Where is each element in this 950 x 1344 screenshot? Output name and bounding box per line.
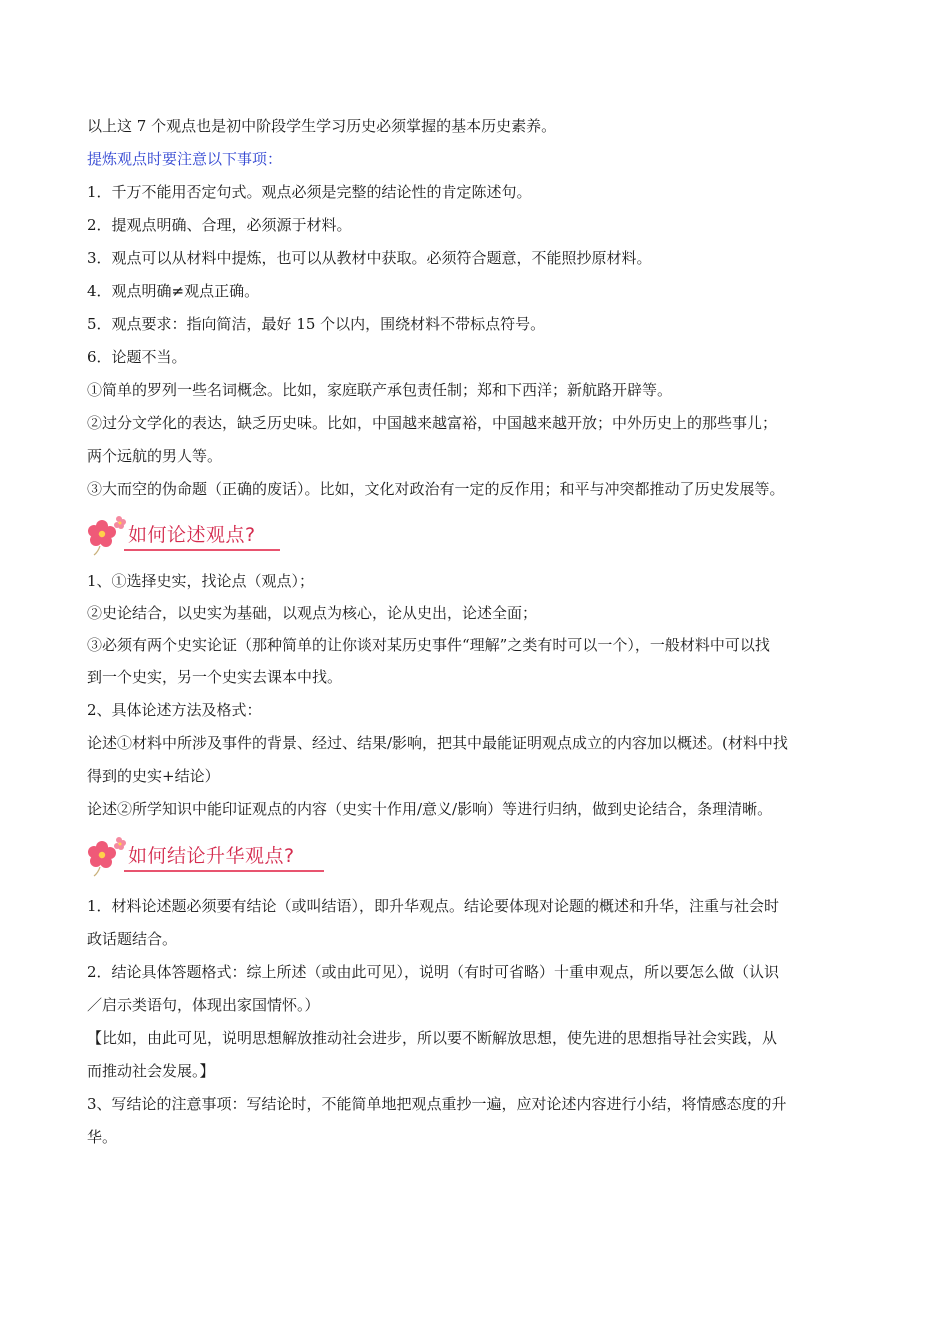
notes-heading: 提炼观点时要注意以下事项： — [87, 150, 283, 168]
list-item: 2、具体论述方法及格式： — [87, 701, 262, 719]
list-item: 到一个史实，另一个史实去课本中找。 — [87, 668, 343, 686]
section-heading-argue — [84, 512, 384, 556]
list-item: ③大而空的伪命题（正确的废话）。比如，文化对政治有一定的反作用；和平与冲突都推动了历史发展等。 — [87, 480, 785, 498]
flower-icon — [84, 512, 128, 556]
section-heading-conclude — [84, 833, 384, 877]
list-item: 2．结论具体答题格式：综上所述（或由此可见），说明（有时可省略）十重申观点，所以要怎么做（认识 — [87, 963, 780, 981]
heading-underline — [124, 870, 324, 872]
list-item: 4．观点明确≠观点正确。 — [87, 282, 260, 300]
list-item: 2．提观点明确、合理，必须源于材料。 — [87, 216, 352, 234]
list-item: ／启示类语句，体现出家国情怀。） — [87, 996, 320, 1014]
heading-text: 如何论述观点? — [128, 524, 256, 546]
list-item: 1．材料论述题必须要有结论（或叫结语），即升华观点。结论要体现对论题的概述和升华，注重与社会时 — [87, 897, 780, 915]
paragraph-line: 以上这 7 个观点也是初中阶段学生学习历史必须掌握的基本历史素养。 — [87, 117, 557, 135]
list-item: 华。 — [87, 1128, 118, 1146]
list-item: 得到的史实+结论） — [87, 767, 220, 785]
heading-text: 如何结论升华观点? — [128, 845, 295, 867]
list-item: 政话题结合。 — [87, 930, 178, 948]
list-item: ②过分文学化的表达，缺乏历史味。比如，中国越来越富裕，中国越来越开放；中外历史上的那些事儿； — [87, 414, 778, 432]
list-item: 而推动社会发展。】 — [87, 1062, 215, 1080]
list-item: 3．观点可以从材料中提炼，也可以从教材中获取。必须符合题意，不能照抄原材料。 — [87, 249, 652, 267]
list-item: 5．观点要求：指向简洁，最好 15 个以内，围绕材料不带标点符号。 — [87, 315, 546, 333]
list-item: 两个远航的男人等。 — [87, 447, 223, 465]
list-item: ②史论结合，以史实为基础，以观点为核心，论从史出，论述全面； — [87, 604, 538, 622]
list-item: 论述①材料中所涉及事件的背景、经过、结果/影响，把其中最能证明观点成立的内容加以概述。(材料中找 — [87, 734, 788, 752]
flower-icon — [84, 833, 128, 877]
list-item: ①简单的罗列一些名词概念。比如，家庭联产承包责任制；郑和下西洋；新航路开辟等。 — [87, 381, 673, 399]
heading-underline — [124, 549, 280, 551]
list-item: 6．论题不当。 — [87, 348, 187, 366]
list-item: 3、写结论的注意事项：写结论时，不能简单地把观点重抄一遍，应对论述内容进行小结，将情感态度的升 — [87, 1095, 787, 1113]
list-item: 1．千万不能用否定句式。观点必须是完整的结论性的肯定陈述句。 — [87, 183, 532, 201]
list-item: 1、①选择史实，找论点（观点）； — [87, 572, 315, 590]
list-item: ③必须有两个史实论证（那种简单的让你谈对某历史事件“理解”之类有时可以一个），一般材料中可以找 — [87, 636, 770, 654]
list-item: 【比如，由此可见，说明思想解放推动社会进步，所以要不断解放思想，使先进的思想指导社会实践，从 — [87, 1029, 778, 1047]
list-item: 论述②所学知识中能印证观点的内容（史实十作用/意义/影响）等进行归纳，做到史论结合，条理清晰。 — [87, 800, 773, 818]
